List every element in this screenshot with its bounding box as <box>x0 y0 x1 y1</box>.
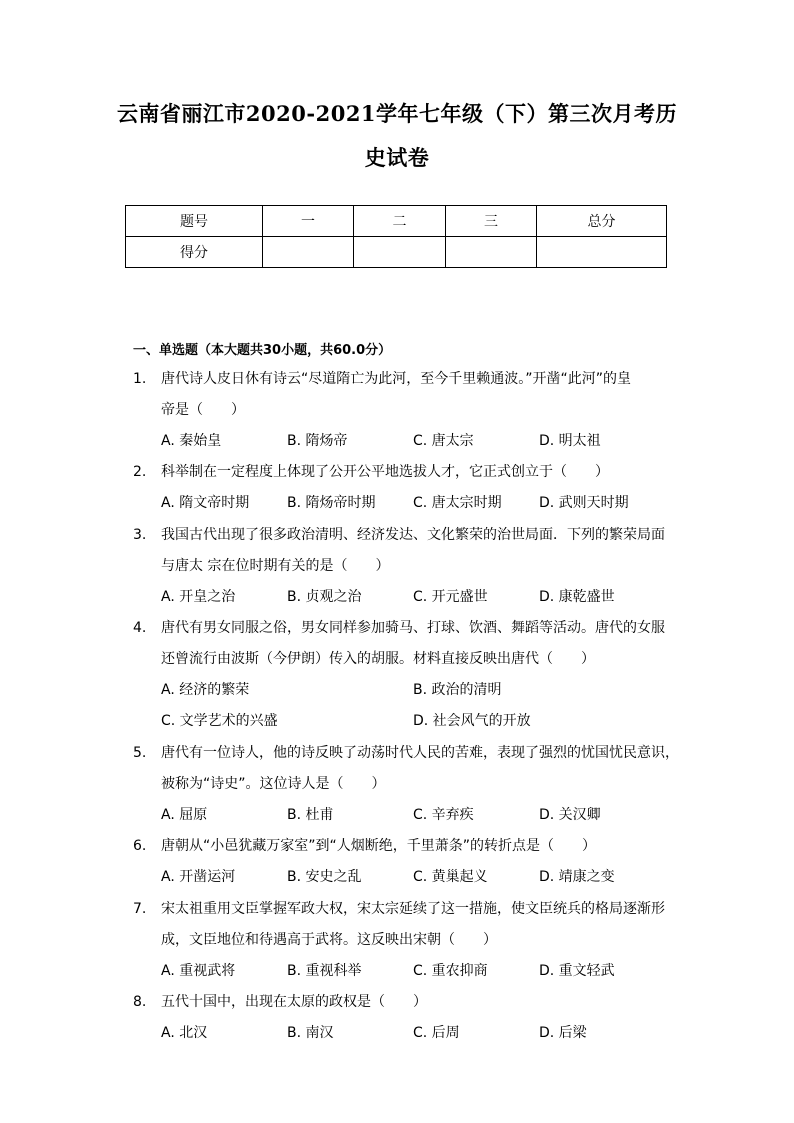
question-text-line: 还曾流行由波斯（今伊朗）传入的胡服。材料直接反映出唐代（ ） <box>161 651 595 667</box>
question-number: 7. <box>133 901 147 917</box>
score-header-cell: 题号 <box>126 206 263 237</box>
answer-option[interactable]: B. 隋炀帝时期 <box>287 495 376 511</box>
score-cell <box>354 237 446 268</box>
answer-option[interactable]: B. 重视科举 <box>287 963 362 979</box>
answer-option[interactable]: D. 重文轻武 <box>539 963 615 979</box>
score-row-label: 得分 <box>126 237 263 268</box>
answer-option[interactable]: D. 康乾盛世 <box>539 589 615 605</box>
score-cell <box>263 237 354 268</box>
answer-option[interactable]: D. 后梁 <box>539 1025 587 1041</box>
answer-option[interactable]: C. 黄巢起义 <box>413 869 488 885</box>
question-text-line: 被称为“诗史”。这位诗人是（ ） <box>161 776 386 792</box>
answer-option[interactable]: A. 开皇之治 <box>161 589 236 605</box>
question-number: 1. <box>133 371 147 387</box>
question-text-line: 科举制在一定程度上体现了公开公平地选拔人才，它正式创立于（ ） <box>161 464 609 480</box>
answer-option[interactable]: A. 重视武将 <box>161 963 236 979</box>
question-text-line: 唐代有一位诗人，他的诗反映了动荡时代人民的苦难，表现了强烈的忧国忧民意识， <box>161 745 679 761</box>
answer-option[interactable]: C. 唐太宗时期 <box>413 495 502 511</box>
question-item <box>133 987 693 1018</box>
answer-option[interactable]: B. 杜甫 <box>287 807 334 823</box>
question-text-line: 成，文臣地位和待遇高于武将。这反映出宋朝（ ） <box>161 932 497 948</box>
score-cell <box>446 237 537 268</box>
score-header-cell: 二 <box>354 206 446 237</box>
score-cell <box>537 237 667 268</box>
question-item <box>133 457 693 488</box>
answer-option[interactable]: D. 靖康之变 <box>539 869 615 885</box>
score-table-header-row <box>126 206 667 237</box>
answer-option[interactable]: A. 秦始皇 <box>161 433 222 449</box>
question-text-line: 与唐太 宗在位时期有关的是（ ） <box>161 558 390 574</box>
answer-option[interactable]: A. 隋文帝时期 <box>161 495 250 511</box>
answer-option[interactable]: B. 贞观之治 <box>287 589 362 605</box>
answer-option[interactable]: D. 社会风气的开放 <box>413 713 531 729</box>
question-number: 4. <box>133 620 147 636</box>
answer-option[interactable]: A. 开凿运河 <box>161 869 236 885</box>
answer-option[interactable]: D. 关汉卿 <box>539 807 601 823</box>
score-header-cell: 一 <box>263 206 354 237</box>
question-item <box>133 738 693 800</box>
answer-option[interactable]: B. 南汉 <box>287 1025 334 1041</box>
question-text-line: 我国古代出现了很多政治清明、经济发达、文化繁荣的治世局面．下列的繁荣局面 <box>161 527 665 543</box>
answer-option[interactable]: C. 辛弃疾 <box>413 807 474 823</box>
question-number: 6. <box>133 838 147 854</box>
question-item <box>133 831 693 862</box>
page-title-line-1: 云南省丽江市2020-2021学年七年级（下）第三次月考历 <box>116 101 678 126</box>
answer-option[interactable]: A. 屈原 <box>161 807 208 823</box>
question-number: 3. <box>133 527 147 543</box>
score-header-cell: 总分 <box>537 206 667 237</box>
answer-option[interactable]: D. 明太祖 <box>539 433 601 449</box>
question-text-line: 五代十国中，出现在太原的政权是（ ） <box>161 994 427 1010</box>
answer-option[interactable]: D. 武则天时期 <box>539 495 629 511</box>
answer-option[interactable]: B. 隋炀帝 <box>287 433 348 449</box>
question-text-line: 宋太祖重用文臣掌握军政大权，宋太宗延续了这一措施，使文臣统兵的格局逐渐形 <box>161 901 665 917</box>
question-item <box>133 520 693 582</box>
question-text-line: 唐朝从“小邑犹藏万家室”到“人烟断绝，千里萧条”的转折点是（ ） <box>161 838 597 854</box>
answer-option[interactable]: C. 后周 <box>413 1025 460 1041</box>
question-number: 5. <box>133 745 147 761</box>
score-table <box>125 205 667 268</box>
score-table-score-row <box>126 237 667 268</box>
answer-option[interactable]: B. 安史之乱 <box>287 869 362 885</box>
question-number: 8. <box>133 994 147 1010</box>
answer-option[interactable]: A. 经济的繁荣 <box>161 682 250 698</box>
answer-option[interactable]: C. 重农抑商 <box>413 963 488 979</box>
score-header-cell: 三 <box>446 206 537 237</box>
answer-option[interactable]: C. 文学艺术的兴盛 <box>161 713 278 729</box>
question-number: 2. <box>133 464 147 480</box>
section-heading: 一、单选题（本大题共30小题，共60.0分） <box>133 343 392 358</box>
page-title-line-2: 史试卷 <box>364 145 430 170</box>
question-item <box>133 613 693 675</box>
question-text-line: 唐代有男女同服之俗，男女同样参加骑马、打球、饮酒、舞蹈等活动。唐代的女服 <box>161 620 665 636</box>
answer-option[interactable]: A. 北汉 <box>161 1025 208 1041</box>
answer-option[interactable]: B. 政治的清明 <box>413 682 502 698</box>
question-item <box>133 364 693 426</box>
question-item <box>133 894 693 956</box>
question-text-line: 帝是（ ） <box>161 402 245 418</box>
answer-option[interactable]: C. 唐太宗 <box>413 433 474 449</box>
question-text-line: 唐代诗人皮日休有诗云“尽道隋亡为此河，至今千里赖通波。”开凿“此河”的皇 <box>161 371 632 387</box>
answer-option[interactable]: C. 开元盛世 <box>413 589 488 605</box>
